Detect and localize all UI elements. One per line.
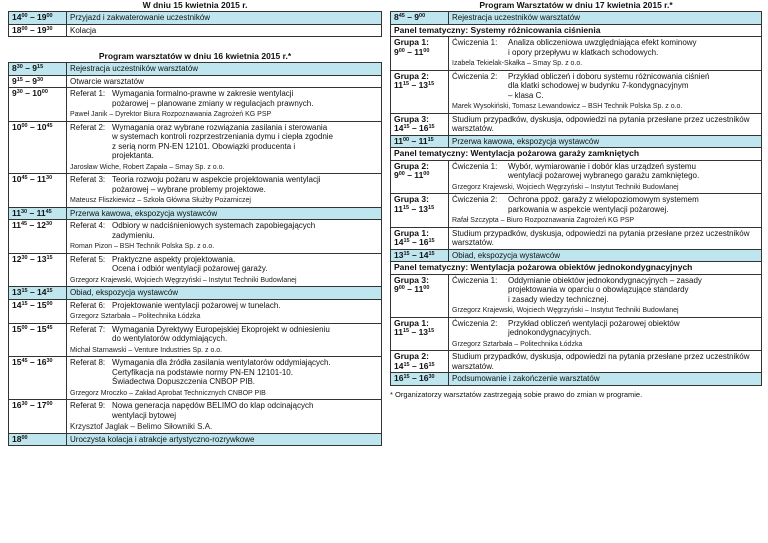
content-cell: [67, 220, 382, 242]
item-lines: [508, 276, 702, 305]
group-label: Grupa 1:: [394, 317, 429, 328]
item-line: Odbiory w nadciśnieniowych systemach zapobiegających: [112, 221, 316, 230]
schedule-row: [391, 249, 762, 262]
content-cell: [67, 357, 382, 388]
item-text: [452, 72, 758, 101]
group-time: $11^{15} - 13^{15}$: [394, 327, 435, 337]
item-lines: [508, 38, 697, 57]
schedule-row: [391, 37, 762, 59]
group-cell: [391, 351, 449, 373]
group-time: $11^{15} - 13^{15}$: [394, 80, 435, 90]
item-line: jednokondygnacyjnych.: [508, 328, 592, 337]
item-label: Referat 4:: [70, 221, 106, 230]
panel2-title-row: [391, 148, 762, 161]
speaker-cell: Roman Pizon – BSH Technik Polska Sp. z o.o.: [67, 241, 382, 253]
item-label: Referat 9:: [70, 401, 106, 410]
time-cell: $16^{15} - 16^{30}$: [391, 373, 449, 386]
group-cell: [391, 37, 449, 71]
item-line: wentylacji bytowej: [112, 410, 177, 420]
content-cell: [67, 253, 382, 275]
item-line: Świadectwa Dopuszczenia CNBOP PIB.: [112, 377, 256, 386]
time-cell: $15^{00} - 15^{45}$: [9, 323, 67, 357]
item-text: [70, 89, 378, 108]
schedule-row: [9, 24, 382, 37]
time-cell: $11^{30} - 11^{45}$: [9, 207, 67, 220]
time-sup: 15: [403, 238, 410, 244]
item-label: Referat 6:: [70, 300, 106, 310]
group-cell: [391, 160, 449, 194]
panel3-title-row: [391, 262, 762, 275]
schedule-row: [9, 12, 382, 25]
speaker-cell: Jarosław Wiche, Robert Zapała – Smay Sp. z o.o.: [67, 162, 382, 174]
item-line: Certyfikacja na podstawie normy PN-EN 12101-10.: [112, 367, 293, 377]
time-cell: $18^{00}$: [9, 433, 67, 446]
time-sup: 30: [21, 401, 28, 407]
speaker-cell: Grzegorz Krajewski, Wojciech Węgrzyński – Instytut Techniki Budowlanej: [449, 182, 762, 194]
time-cell: $13^{15} - 14^{15}$: [9, 287, 67, 300]
item-text: [70, 325, 378, 344]
item-line: Przykład obliczeń i doboru systemu różnicowania ciśnień: [508, 71, 710, 81]
content-cell: Rejestracja uczestników warsztatów: [67, 63, 382, 76]
content-cell: [449, 194, 762, 216]
group-cell: [391, 194, 449, 228]
time-sup: 45: [45, 208, 52, 215]
speaker-cell: Krzysztof Jaglak – Belimo Siłowniki S.A.: [67, 421, 382, 433]
content-cell: Kolacja: [67, 24, 382, 37]
group-label: Grupa 2:: [394, 160, 429, 171]
schedule-row: [9, 433, 382, 446]
item-line: Wymagania Dyrektywy Europejskiej Ekoprojekt w odniesieniu: [112, 324, 330, 334]
time-cell: $11^{45} - 12^{30}$: [9, 220, 67, 254]
item-label: Ćwiczenia 2:: [452, 71, 498, 81]
time-sup: 15: [428, 204, 435, 211]
group-time: $14^{15} - 16^{15}$: [394, 123, 435, 133]
time-sup: 15: [21, 300, 28, 307]
schedule-row: [9, 174, 382, 196]
item-text: [70, 175, 378, 194]
item-label: Ćwiczenia 2:: [452, 318, 498, 328]
time-sup: 45: [21, 175, 28, 181]
time-cell: $9^{15} - 9^{30}$: [9, 75, 67, 88]
item-label: Ćwiczenia 2:: [452, 195, 498, 204]
speaker-cell: Paweł Janik – Dyrektor Biura Rozpoznawania Zagrożeń KG PSP: [67, 109, 382, 121]
time-sup: 30: [21, 254, 28, 261]
time-cell: $12^{30} - 13^{15}$: [9, 253, 67, 287]
time-sup: 15: [428, 124, 435, 130]
item-line: Oddymianie obiektów jednokondygnacyjnych – zasady: [508, 275, 702, 285]
content-cell: Obiad, ekspozycja wystawców: [67, 287, 382, 300]
time-sup: 15: [428, 361, 435, 368]
panel1-title-row: [391, 24, 762, 37]
time-sup: 15: [403, 250, 410, 257]
time-cell: $14^{15} - 15^{00}$: [9, 299, 67, 323]
content-cell: Studium przypadków, dyskusja, odpowiedzi na pytania przesłane przez uczestników warsztatów.: [449, 113, 762, 135]
item-line: i opory przepływu w klatkach schodowych.: [508, 47, 659, 57]
group-cell: [391, 317, 449, 351]
speaker-cell: Rafał Szczypta – Biuro Rozpoznawania Zagrożeń KG PSP: [449, 215, 762, 227]
item-lines: [508, 195, 699, 214]
time-sup: 00: [21, 25, 28, 32]
schedule-row: [391, 373, 762, 386]
time-sup: 15: [403, 374, 410, 380]
time-cell: $18^{00} - 19^{30}$: [9, 24, 67, 37]
content-cell: [67, 323, 382, 345]
content-cell: Uroczysta kolacja i atrakcje artystyczno-rozrywkowe: [67, 433, 382, 446]
time-sup: 30: [46, 221, 53, 227]
item-label: Ćwiczenia 1:: [452, 38, 498, 47]
time-sup: 00: [46, 300, 53, 307]
time-sup: 30: [21, 208, 28, 215]
item-line: pożarowej – wybrane problemy projektowe.: [112, 184, 266, 194]
content-cell: [449, 274, 762, 305]
time-sup: 15: [37, 64, 44, 70]
time-sup: 45: [21, 221, 28, 227]
time-sup: 30: [16, 64, 23, 70]
item-line: w systemach kontroli rozprzestrzeniania dymu i ciepła zgodnie: [112, 132, 333, 141]
schedule-row: [391, 274, 762, 305]
time-sup: 00: [21, 324, 28, 331]
item-text: [452, 276, 758, 305]
group-cell: [391, 274, 449, 317]
content-cell: Otwarcie warsztatów: [67, 75, 382, 88]
time-sup: 00: [21, 434, 28, 441]
item-line: pożarowej – planowane zmiany w regulacjach prawnych.: [112, 98, 314, 108]
item-line: Projektowanie wentylacji pożarowej w tunelach.: [112, 300, 281, 310]
group-cell: [391, 227, 449, 249]
item-line: dla klatki schodowej w budynku 7-kondygnacyjnym: [508, 81, 689, 90]
time-sup: 15: [403, 204, 410, 211]
schedule-row: [391, 194, 762, 216]
schedule-row: [9, 323, 382, 345]
time-sup: 00: [419, 13, 426, 19]
item-line: do wentylatorów oddymiających.: [112, 334, 228, 343]
time-sup: 45: [398, 13, 405, 19]
schedule-row: [391, 135, 762, 148]
schedule-row: [9, 63, 382, 76]
time-sup: 15: [21, 288, 28, 294]
time-sup: 30: [16, 89, 23, 95]
time-cell: $9^{30} - 10^{00}$: [9, 88, 67, 122]
schedule-row: [391, 113, 762, 135]
time-cell: $16^{30} - 17^{00}$: [9, 400, 67, 434]
item-text: [452, 195, 758, 214]
day16-title: Program warsztatów w dniu 16 kwietnia 2015 r.*: [98, 51, 292, 61]
item-label: Ćwiczenia 1:: [452, 161, 498, 171]
schedule-row: [391, 227, 762, 249]
time-sup: 00: [398, 171, 405, 177]
content-cell: [67, 121, 382, 162]
day17-title: Program Warsztatów w dniu 17 kwietnia 2015 r.*: [479, 0, 673, 10]
content-cell: [67, 174, 382, 196]
content-cell: Przerwa kawowa, ekspozycja wystawców: [67, 207, 382, 220]
time-sup: 15: [46, 254, 53, 261]
time-sup: 15: [428, 250, 435, 257]
time-sup: 30: [46, 358, 53, 364]
item-line: Ocena i odbiór wentylacji pożarowej garaży.: [112, 264, 268, 273]
time-cell: $15^{45} - 16^{30}$: [9, 357, 67, 400]
time-cell: $10^{45} - 11^{30}$: [9, 174, 67, 208]
group-time: $9^{00} - 11^{00}$: [394, 284, 430, 294]
panel-title: Panel tematyczny: Wentylacja pożarowa obiektów jednokondygnacyjnych: [391, 262, 762, 275]
item-lines: [112, 255, 267, 274]
content-cell: [67, 88, 382, 110]
item-text: [70, 401, 378, 420]
item-line: projektowania w oparciu o obowiązujące standardy: [508, 285, 689, 294]
content-cell: [449, 160, 762, 182]
content-cell: Rejestracja uczestników warsztatów: [449, 12, 762, 25]
item-line: zadymieniu.: [112, 230, 155, 240]
item-lines: [112, 325, 330, 344]
time-sup: 15: [16, 76, 23, 83]
time-sup: 00: [423, 171, 430, 177]
content-cell: Przerwa kawowa, ekspozycja wystawców: [449, 135, 762, 148]
group-cell: [391, 113, 449, 135]
time-sup: 15: [403, 328, 410, 334]
time-sup: 00: [423, 47, 430, 54]
schedule-row: [391, 160, 762, 182]
item-text: [452, 162, 758, 181]
schedule-row: [391, 317, 762, 339]
item-label: Referat 1:: [70, 89, 106, 98]
group-label: Grupa 3:: [394, 194, 429, 204]
time-sup: 00: [21, 13, 28, 19]
schedule-row: [9, 400, 382, 422]
time-sup: 30: [428, 374, 435, 380]
schedule-row: [391, 70, 762, 101]
item-lines: [112, 401, 313, 420]
panel-title: Panel tematyczny: Wentylacja pożarowa garaży zamkniętych: [391, 148, 762, 161]
content-cell: [67, 400, 382, 422]
item-line: Analiza obliczeniowa uwzględniająca efekt kominowy: [508, 38, 697, 47]
time-cell: $8^{45} - 9^{00}$: [391, 12, 449, 25]
item-text: [70, 221, 378, 240]
time-sup: 45: [21, 358, 28, 364]
item-line: Przykład obliczeń wentylacji pożarowej obiektów: [508, 318, 680, 328]
speaker-cell: Michał Starnawski – Venture Industries Sp. z o.o.: [67, 345, 382, 357]
time-cell: $8^{30} - 9^{15}$: [9, 63, 67, 76]
item-line: i zasady wiedzy technicznej.: [508, 294, 609, 304]
group-time: $11^{15} - 13^{15}$: [394, 203, 435, 214]
time-sup: 15: [428, 81, 435, 87]
time-sup: 15: [403, 124, 410, 130]
time-sup: 45: [46, 122, 53, 129]
group-cell: [391, 70, 449, 113]
group-label: Grupa 1:: [394, 227, 429, 238]
schedule-row: [9, 75, 382, 88]
item-line: Praktyczne aspekty projektowania.: [112, 254, 236, 264]
item-line: Wymagania oraz wybrane rozwiązania zasilania i sterowania: [112, 122, 328, 132]
item-line: Ochrona ppoż. garaży z wielopoziomowym systemem: [508, 195, 699, 204]
group-time: $14^{15} - 16^{15}$: [394, 237, 435, 247]
day15-title: W dniu 15 kwietnia 2015 r.: [142, 0, 248, 10]
group-time: $14^{15} - 16^{15}$: [394, 360, 435, 371]
item-lines: [112, 123, 333, 161]
time-cell: $11^{00} - 11^{15}$: [391, 135, 449, 148]
item-label: Referat 8:: [70, 358, 106, 367]
speaker-cell: Grzegorz Sztarbała – Politechnika Łódzka: [67, 311, 382, 323]
speaker-cell: Grzegorz Sztarbała – Politechnika Łódzka: [449, 339, 762, 351]
day15-table: [8, 11, 382, 37]
item-lines: [508, 319, 680, 338]
left-column: [8, 0, 382, 446]
item-line: Wymagania formalno-prawne w zakresie wentylacji: [112, 89, 294, 98]
group-time: $9^{00} - 11^{00}$: [394, 46, 430, 57]
time-sup: 00: [46, 401, 53, 407]
item-line: Wymagania dla źródła zasilania wentylatorów oddymiających.: [112, 358, 331, 367]
day17-table: [390, 11, 762, 386]
time-sup: 00: [403, 136, 410, 143]
content-cell: Podsumowanie i zakończenie warsztatów: [449, 373, 762, 386]
panel-title: Panel tematyczny: Systemy różnicowania ciśnienia: [391, 24, 762, 37]
item-lines: [508, 72, 709, 101]
time-cell: $13^{15} - 14^{15}$: [391, 249, 449, 262]
item-lines: [508, 162, 699, 181]
time-cell: $10^{00} - 10^{45}$: [9, 121, 67, 174]
content-cell: [67, 299, 382, 311]
speaker-cell: Izabela Tekielak-Skałka – Smay Sp. z o.o.: [449, 58, 762, 70]
group-label: Grupa 2:: [394, 351, 429, 361]
time-sup: 15: [46, 288, 53, 294]
schedule-row: [9, 88, 382, 110]
item-label: Referat 5:: [70, 254, 106, 264]
content-cell: Studium przypadków, dyskusja, odpowiedzi na pytania przesłane przez uczestników warsztatów.: [449, 227, 762, 249]
item-text: [70, 301, 378, 311]
day16-table: [8, 62, 382, 446]
content-cell: [449, 317, 762, 339]
item-line: z serią norm PN-EN 12101. Obowiązki producenta i: [112, 141, 296, 151]
time-sup: 00: [41, 89, 48, 95]
item-label: Referat 2:: [70, 122, 106, 132]
content-cell: Obiad, ekspozycja wystawców: [449, 249, 762, 262]
schedule-row: [391, 351, 762, 373]
footnote: * Organizatorzy warsztatów zastrzegają sobie prawo do zmian w programie.: [390, 389, 643, 399]
time-sup: 30: [46, 175, 53, 181]
content-cell: [449, 70, 762, 101]
schedule-row: [9, 357, 382, 388]
item-label: Referat 7:: [70, 324, 106, 334]
speaker-cell: Mateusz Fliszkiewicz – Szkoła Główna Służby Pożarniczej: [67, 195, 382, 207]
time-sup: 15: [403, 361, 410, 368]
time-sup: 45: [46, 324, 53, 331]
right-column: [390, 0, 762, 399]
group-label: Grupa 2:: [394, 70, 429, 81]
time-sup: 30: [37, 76, 44, 83]
group-label: Grupa 3:: [394, 274, 429, 285]
item-text: [70, 358, 378, 387]
item-label: Ćwiczenia 1:: [452, 275, 498, 285]
schedule-row: [9, 253, 382, 275]
schedule-row: [9, 121, 382, 162]
item-lines: [112, 301, 281, 311]
speaker-cell: Grzegorz Krajewski, Wojciech Węgrzyński – Instytut Techniki Budowlanej: [449, 305, 762, 317]
content-cell: Studium przypadków, dyskusja, odpowiedzi na pytania przesłane przez uczestników warsztatów.: [449, 351, 762, 373]
time-sup: 00: [46, 13, 53, 19]
item-line: projektanta.: [112, 151, 154, 160]
item-lines: [112, 358, 331, 387]
group-label: Grupa 3:: [394, 113, 429, 124]
item-line: Nowa generacja napędów BELIMO do klap odcinających: [112, 401, 314, 410]
schedule-row: [391, 12, 762, 25]
schedule-row: [9, 299, 382, 311]
item-label: Referat 3:: [70, 175, 106, 184]
time-sup: 00: [398, 285, 405, 291]
schedule-row: [9, 287, 382, 300]
speaker-cell: Grzegorz Krajewski, Wojciech Węgrzyński – Instytut Techniki Budowlanej: [67, 275, 382, 287]
item-text: [70, 255, 378, 274]
group-time: $9^{00} - 11^{00}$: [394, 170, 430, 180]
item-lines: [112, 89, 313, 108]
item-text: [452, 38, 758, 57]
item-lines: [112, 221, 315, 240]
item-line: – klasa C.: [508, 90, 544, 100]
item-line: Teoria rozwoju pożaru w aspekcie projektowania wentylacji: [112, 175, 321, 184]
item-lines: [112, 175, 321, 194]
item-text: [452, 319, 758, 338]
item-line: wentylacji pożarowej wybranego garażu zamkniętego.: [508, 171, 700, 180]
group-label: Grupa 1:: [394, 37, 429, 47]
speaker-cell: Grzegorz Mroczko – Zakład Aprobat Technicznych CNBOP PIB: [67, 388, 382, 400]
content-cell: Przyjazd i zakwaterowanie uczestników: [67, 12, 382, 25]
speaker-cell: Marek Wysokiński, Tomasz Lewandowicz – BSH Technik Polska Sp. z o.o.: [449, 101, 762, 113]
item-line: parkowania w aspekcie wentylacji pożarowej.: [508, 204, 669, 214]
time-sup: 00: [21, 122, 28, 129]
time-sup: 15: [427, 136, 434, 143]
schedule-row: [9, 220, 382, 242]
time-sup: 30: [46, 25, 53, 32]
time-sup: 15: [428, 238, 435, 244]
time-sup: 00: [423, 285, 430, 291]
content-cell: [449, 37, 762, 59]
schedule-row: [9, 207, 382, 220]
item-line: Wybór, wymiarowanie i dobór klas urządzeń systemu: [508, 161, 697, 171]
time-sup: 00: [398, 47, 405, 54]
time-cell: $14^{00} - 19^{00}$: [9, 12, 67, 25]
time-sup: 15: [403, 81, 410, 87]
time-sup: 15: [428, 328, 435, 334]
item-text: [70, 123, 378, 161]
